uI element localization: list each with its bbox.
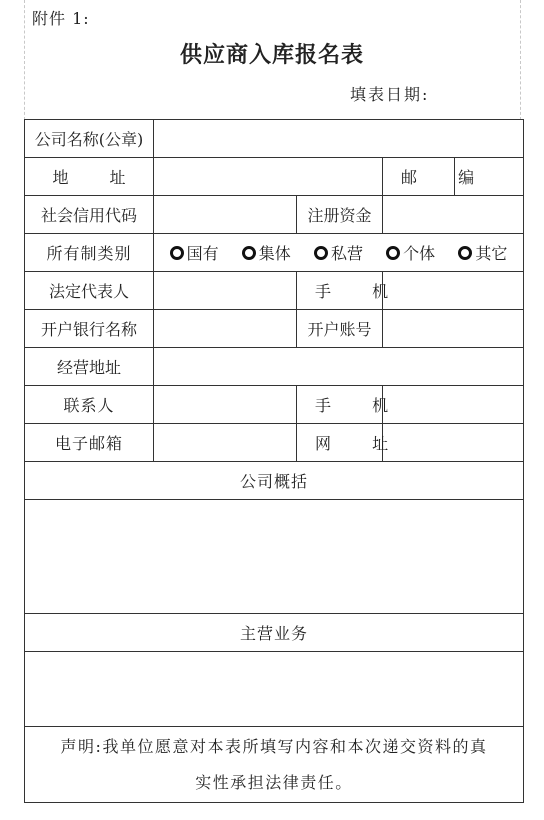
contact-field[interactable] — [154, 386, 297, 424]
bank-name-label: 开户银行名称 — [25, 310, 154, 348]
ownership-option-private[interactable]: 私营 — [314, 241, 363, 264]
attachment-label: 附件 1: — [32, 9, 90, 28]
contact-label: 联系人 — [25, 386, 154, 424]
email-field[interactable] — [154, 424, 297, 462]
declaration — [25, 727, 524, 803]
legal-rep-label: 法定代表人 — [25, 272, 154, 310]
company-overview-heading: 公司概括 — [25, 462, 524, 500]
credit-code-label: 社会信用代码 — [25, 196, 154, 234]
declaration-line-2: 实性承担法律责任。 — [195, 772, 353, 792]
website-label: 网 址 — [297, 424, 383, 462]
email-label: 电子邮箱 — [25, 424, 154, 462]
company-name-label: 公司名称(公章) — [25, 120, 154, 158]
business-address-field[interactable] — [154, 348, 524, 386]
radio-icon — [170, 246, 184, 260]
ownership-option-individual[interactable]: 个体 — [386, 241, 435, 264]
business-address-label: 经营地址 — [25, 348, 154, 386]
registered-capital-field[interactable] — [383, 196, 524, 234]
account-no-field[interactable] — [383, 310, 524, 348]
address-field[interactable] — [154, 158, 383, 196]
credit-code-field[interactable] — [154, 196, 297, 234]
main-business-field[interactable] — [25, 652, 524, 727]
radio-icon — [242, 246, 256, 260]
mobile-label-1: 手 机 — [297, 272, 383, 310]
radio-icon — [314, 246, 328, 260]
bank-name-field[interactable] — [154, 310, 297, 348]
main-business-heading: 主营业务 — [25, 614, 524, 652]
radio-icon — [386, 246, 400, 260]
postcode-label: 邮 编 — [383, 158, 455, 196]
company-overview-field[interactable] — [25, 500, 524, 614]
mobile-label-2: 手 机 — [297, 386, 383, 424]
account-no-label: 开户账号 — [297, 310, 383, 348]
form-title: 供应商入库报名表 — [179, 42, 364, 68]
ownership-option-state[interactable]: 国有 — [170, 241, 219, 264]
legal-rep-field[interactable] — [154, 272, 297, 310]
fill-date-label: 填表日期: — [350, 85, 430, 104]
address-label: 地 址 — [25, 158, 154, 196]
ownership-type-label: 所有制类别 — [25, 234, 154, 272]
ownership-options — [154, 234, 524, 272]
ownership-option-collective[interactable]: 集体 — [242, 241, 291, 264]
radio-icon — [458, 246, 472, 260]
company-name-field[interactable] — [154, 120, 524, 158]
registered-capital-label: 注册资金 — [297, 196, 383, 234]
registration-table — [24, 119, 524, 803]
ownership-option-other[interactable]: 其它 — [458, 241, 507, 264]
declaration-line-1: 声明:我单位愿意对本表所填写内容和本次递交资料的真 — [60, 736, 488, 756]
